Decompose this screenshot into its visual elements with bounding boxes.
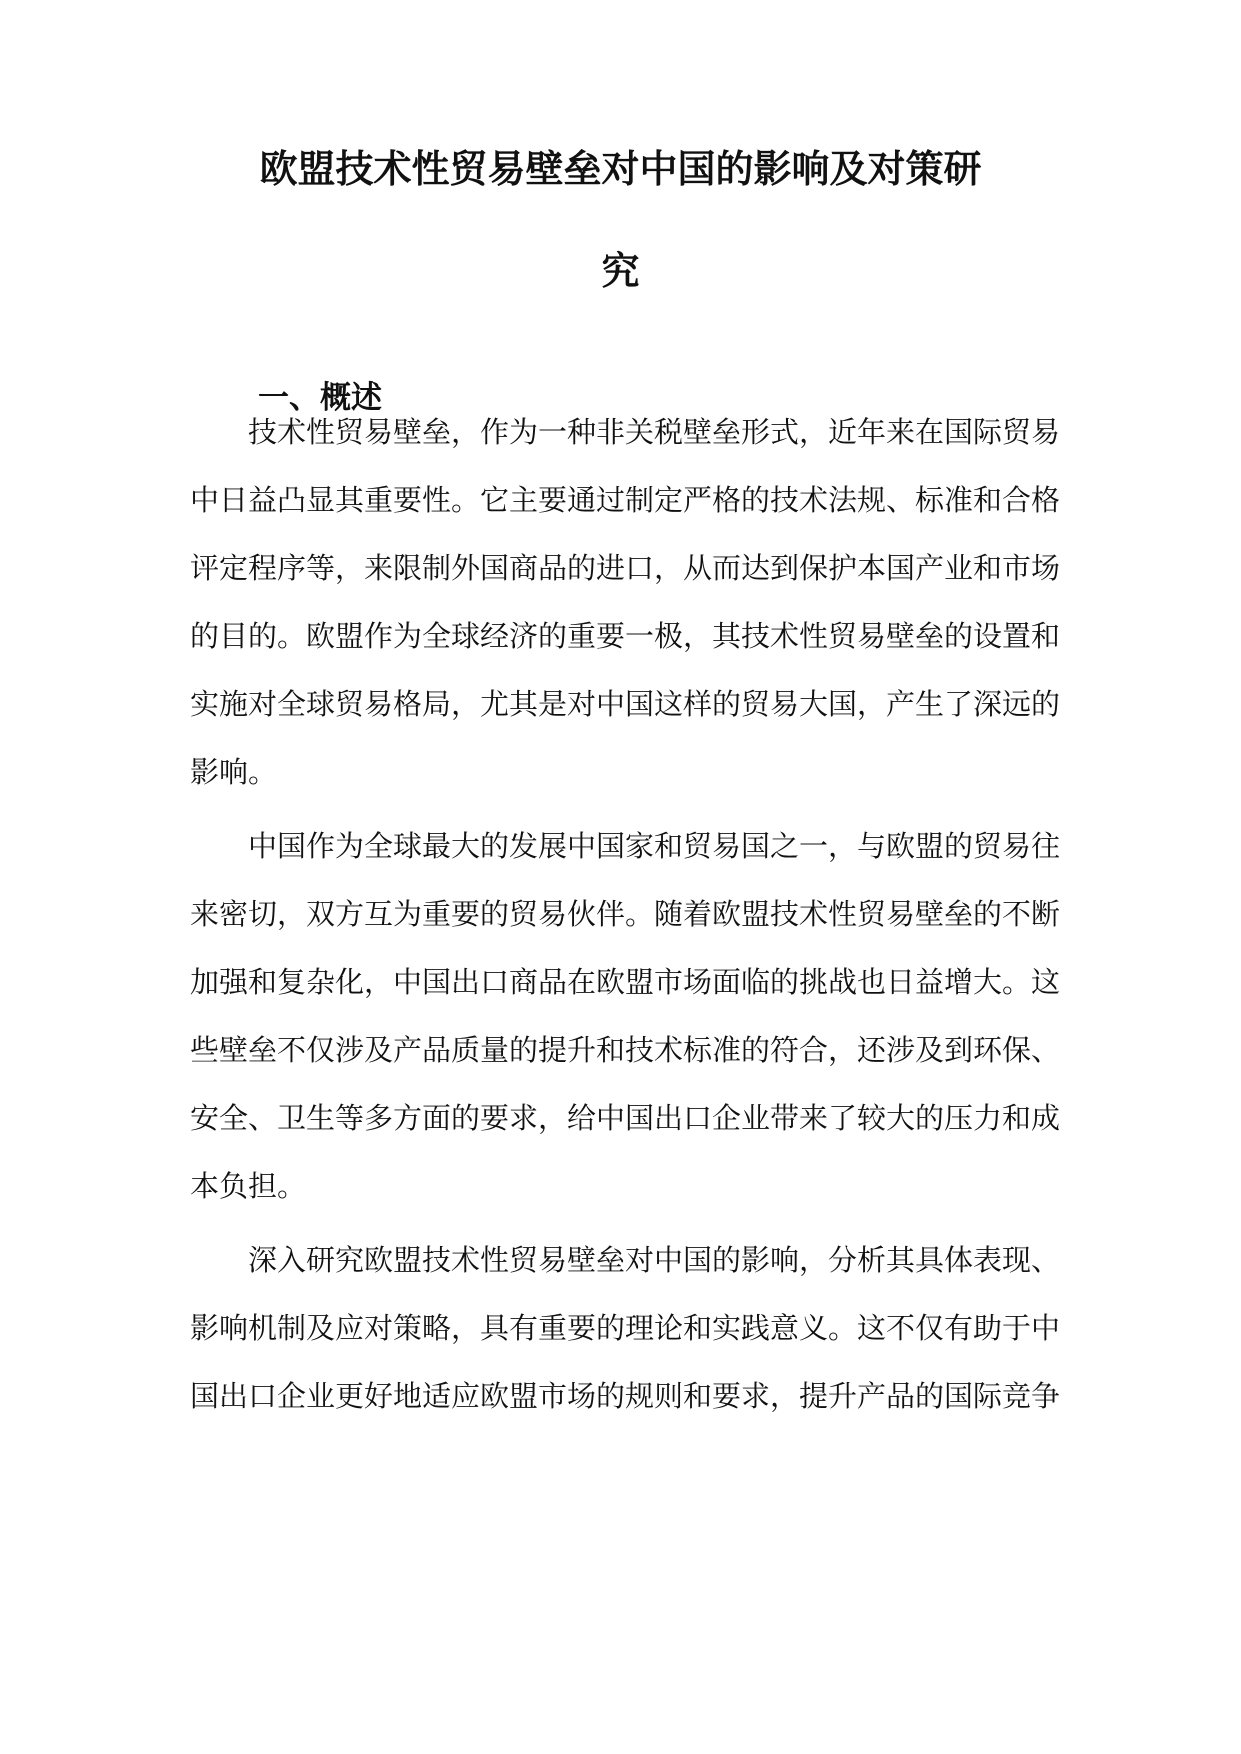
paragraph-2-line: 中国作为全球最大的发展中国家和贸易国之一，与欧盟的贸易往 [248, 829, 1061, 863]
paragraph-2-line: 来密切，双方互为重要的贸易伙伴。随着欧盟技术性贸易壁垒的不断 [190, 897, 1061, 931]
paragraph-2-line: 本负担。 [190, 1169, 307, 1203]
paragraph-1-line: 评定程序等，来限制外国商品的进口，从而达到保护本国产业和市场 [190, 551, 1061, 585]
paragraph-3-line: 深入研究欧盟技术性贸易壁垒对中国的影响，分析其具体表现、 [248, 1243, 1061, 1277]
document-title: 欧盟技术性贸易壁垒对中国的影响及对策研 [259, 146, 982, 191]
paragraph-3-line: 国出口企业更好地适应欧盟市场的规则和要求，提升产品的国际竞争 [190, 1379, 1061, 1413]
paragraph-1-line: 中日益凸显其重要性。它主要通过制定严格的技术法规、标准和合格 [190, 483, 1061, 517]
paragraph-1-line: 的目的。欧盟作为全球经济的重要一极，其技术性贸易壁垒的设置和 [190, 619, 1061, 653]
document-title-continuation: 究 [601, 248, 640, 293]
paragraph-2-line: 加强和复杂化，中国出口商品在欧盟市场面临的挑战也日益增大。这 [190, 965, 1061, 999]
paragraph-3-line: 影响机制及应对策略，具有重要的理论和实践意义。这不仅有助于中 [190, 1311, 1061, 1345]
paragraph-1-line: 影响。 [190, 755, 278, 789]
paragraph-1-line: 实施对全球贸易格局，尤其是对中国这样的贸易大国，产生了深远的 [190, 687, 1061, 721]
paragraph-1-line: 技术性贸易壁垒，作为一种非关税壁垒形式，近年来在国际贸易 [248, 415, 1061, 449]
paragraph-2-line: 安全、卫生等多方面的要求，给中国出口企业带来了较大的压力和成 [190, 1101, 1061, 1135]
paragraph-2-line: 些壁垒不仅涉及产品质量的提升和技术标准的符合，还涉及到环保、 [190, 1033, 1061, 1067]
section-heading-overview: 一、概述 [258, 380, 382, 416]
